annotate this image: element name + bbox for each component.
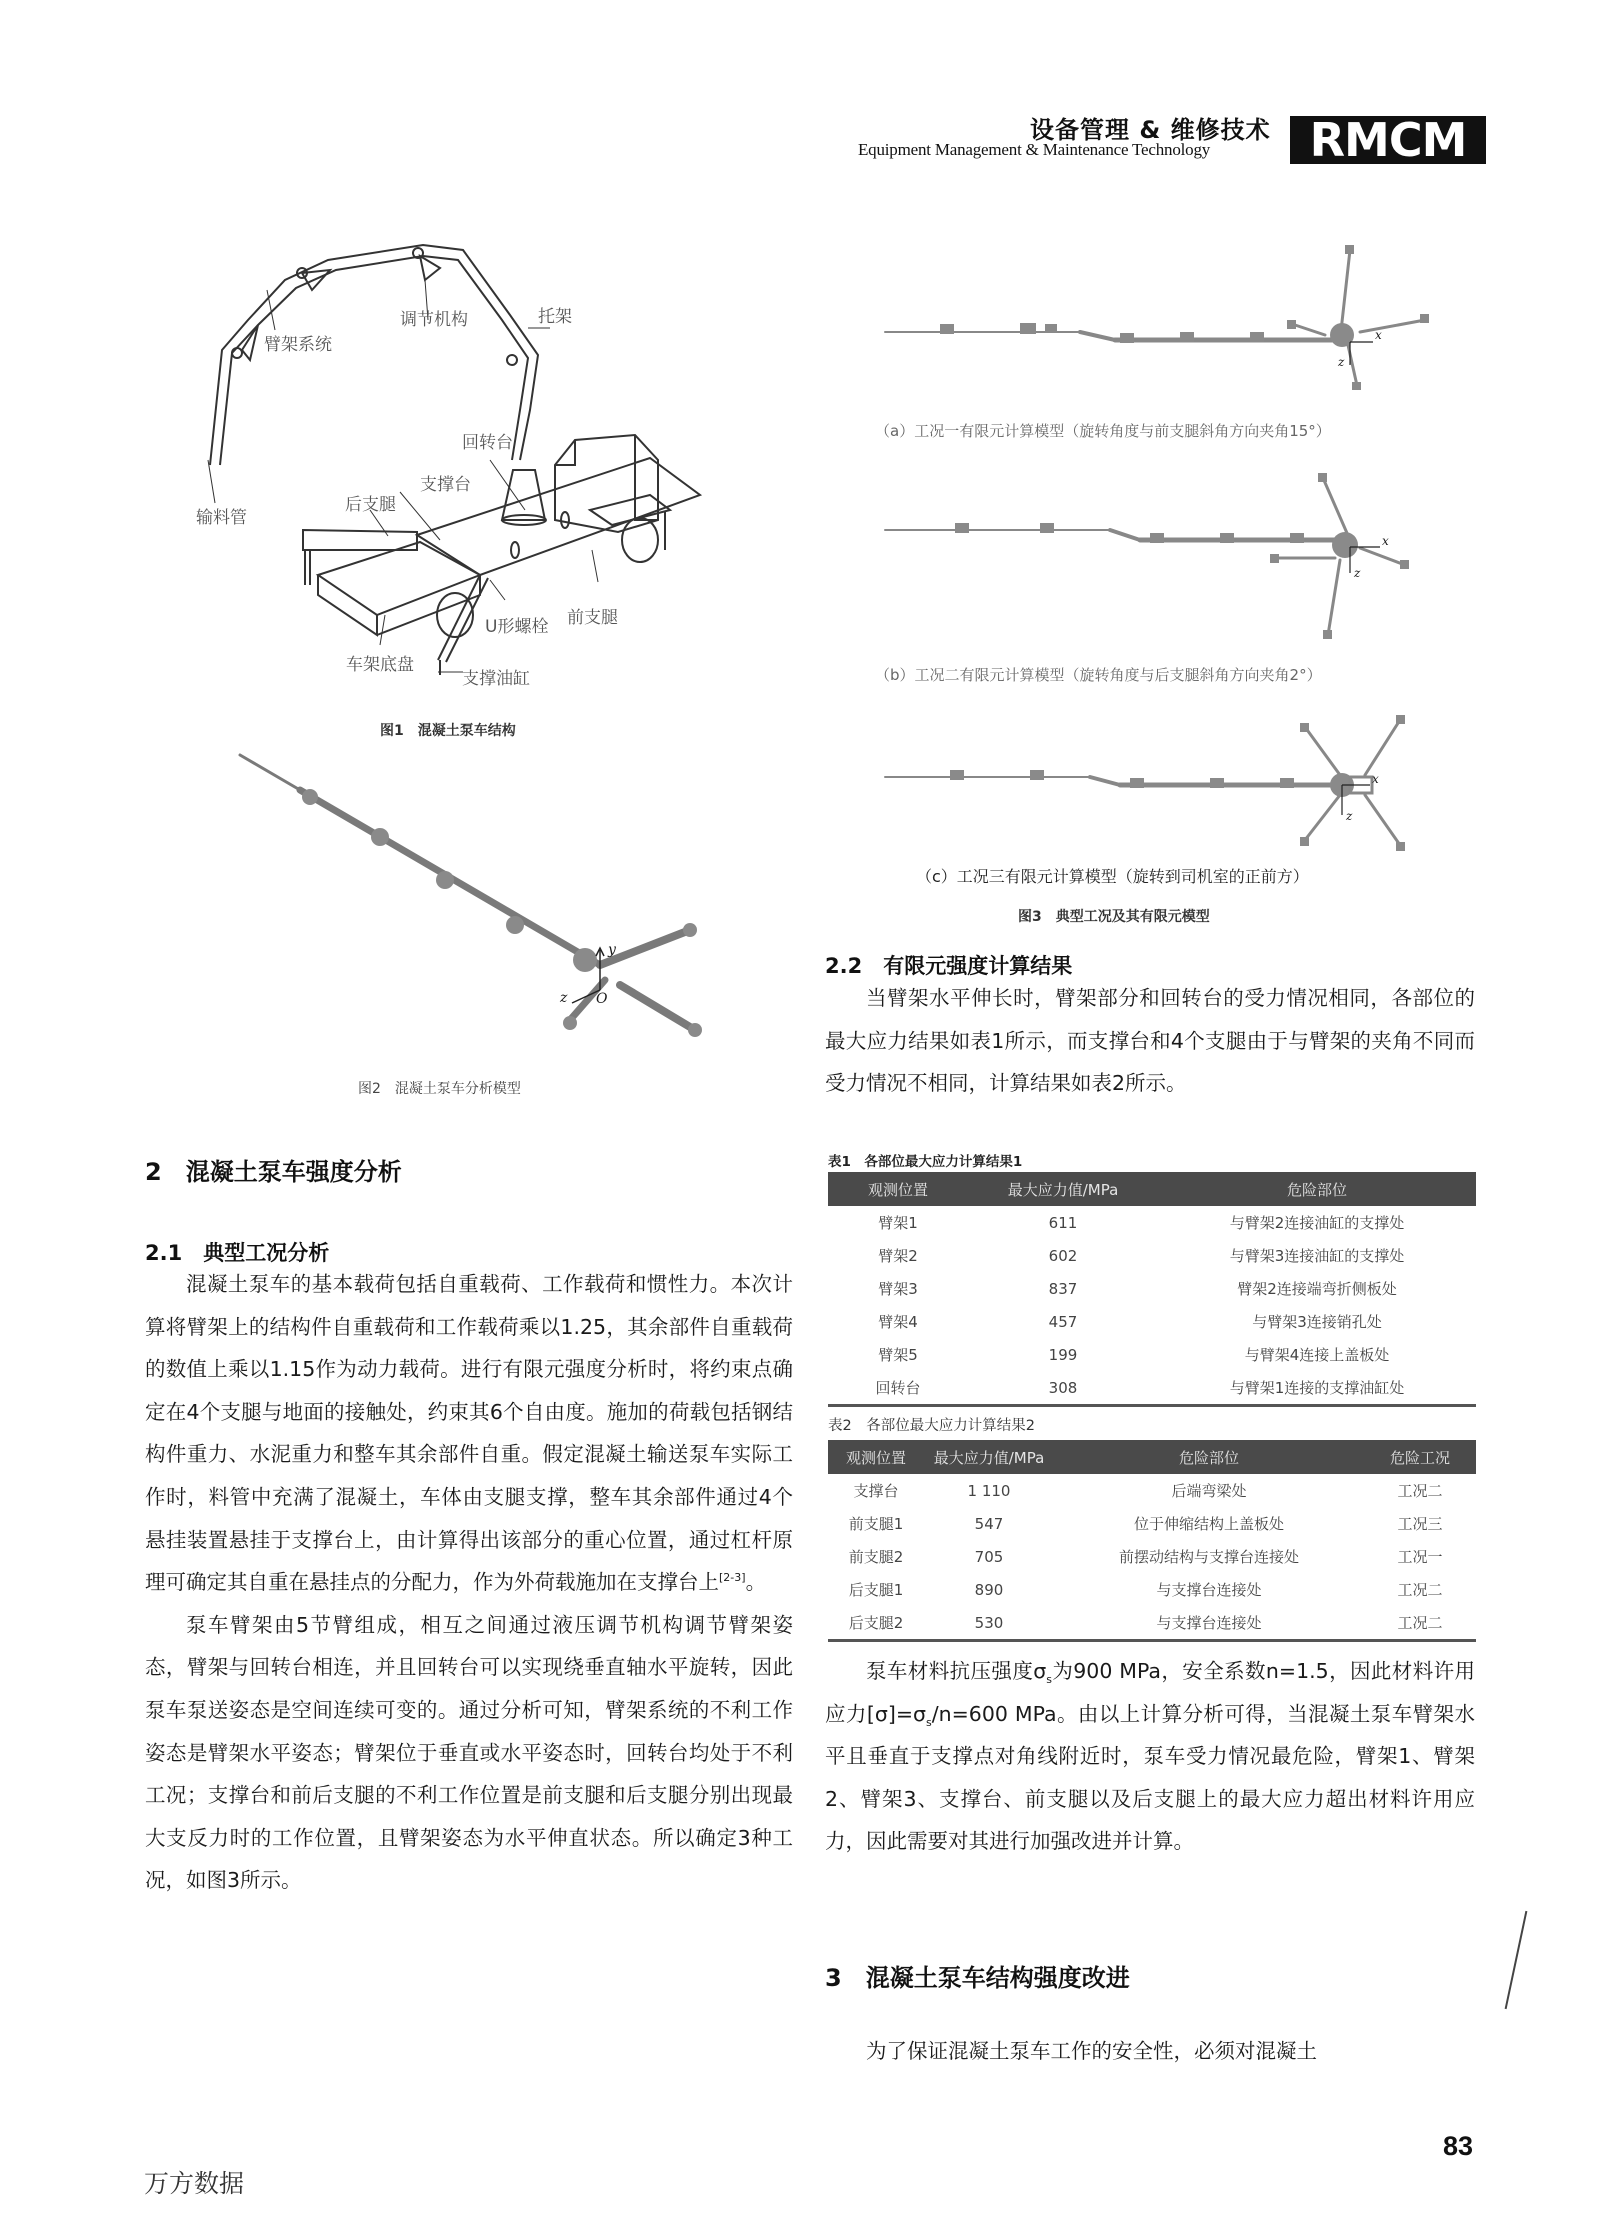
table-header-row bbox=[828, 1172, 1476, 1206]
paragraph-end: 。 bbox=[745, 1570, 767, 1595]
axis-y-label: y bbox=[608, 942, 616, 958]
column-header: 观测位置 bbox=[867, 1180, 928, 1199]
section-2-1-heading: 2.1 典型工况分析 bbox=[145, 1241, 330, 1265]
column-header: 最大应力值/MPa bbox=[933, 1448, 1045, 1467]
cell: 与臂架4连接上盖板处 bbox=[1244, 1346, 1390, 1364]
paragraph: 泵车臂架由5节臂组成，相互之间通过液压调节机构调节臂架姿态，臂架与回转台相连，并且回转台可以实现绕垂直轴水平旋转，因此泵车泵送姿态是空间连续可变的。通过分析可知，臂架系统的不利工作姿态是臂架水平姿态；臂架位于垂直或水平姿态时，回转台均处于不利工况；支撑台和前后支腿的不利工作位置是前支腿和后支腿分别出现最大支反力时的工作位置，且臂架姿态为水平伸直状态。所以确定3种工况，如图3所示。 bbox=[145, 1612, 793, 1893]
cell: 位于伸缩结构上盖板处 bbox=[1133, 1515, 1284, 1533]
label-rear-outrigger: 后支腿 bbox=[345, 495, 396, 515]
figure-3a-caption: （a）工况一有限元计算模型（旋转角度与前支腿斜角方向夹角15°） bbox=[875, 422, 1331, 440]
cell: 前摆动结构与支撑台连接处 bbox=[1118, 1548, 1299, 1566]
label-turntable: 回转台 bbox=[462, 433, 513, 453]
table-row bbox=[828, 1573, 1476, 1606]
cell: 工况三 bbox=[1397, 1515, 1443, 1533]
cell: 611 bbox=[1048, 1213, 1078, 1232]
column-header: 最大应力值/MPa bbox=[1007, 1180, 1119, 1199]
cell: 1 110 bbox=[967, 1481, 1011, 1500]
table-row bbox=[828, 1474, 1476, 1507]
table-row bbox=[828, 1338, 1476, 1371]
paragraph: 当臂架水平伸长时，臂架部分和回转台的受力情况相同，各部位的最大应力结果如表1所示，而支撑台和4个支腿由于与臂架的夹角不同而受力情况不相同，计算结果如表2所示。 bbox=[825, 986, 1475, 1096]
fig3c-axis-x: x bbox=[1372, 772, 1379, 786]
cell: 与臂架3连接销孔处 bbox=[1252, 1313, 1382, 1331]
cell: 457 bbox=[1048, 1312, 1078, 1331]
table-2-title: 表2 各部位最大应力计算结果2 bbox=[828, 1418, 1035, 1434]
table-row bbox=[828, 1371, 1476, 1406]
subscript: s bbox=[926, 1715, 932, 1729]
cell: 工况二 bbox=[1364, 1606, 1476, 1641]
page-number: 83 bbox=[1443, 2131, 1474, 2161]
subscript: s bbox=[1046, 1673, 1052, 1687]
paragraph-text: 为900 MPa，安全系数n=1.5，因此材料许用应力[σ]=σ bbox=[825, 1659, 1475, 1726]
cell: 前支腿1 bbox=[848, 1515, 904, 1533]
figure-3c-caption: （c）工况三有限元计算模型（旋转到司机室的正前方） bbox=[916, 867, 1309, 886]
table-row bbox=[828, 1206, 1476, 1239]
fe-model-a bbox=[880, 240, 1440, 390]
label-delivery-pipe: 输料管 bbox=[196, 508, 247, 528]
label-support-cylinder: 支撑油缸 bbox=[462, 669, 530, 689]
table-row bbox=[828, 1606, 1476, 1641]
figure-3-caption: 图3 典型工况及其有限元模型 bbox=[1018, 909, 1210, 925]
cell: 与支撑台连接处 bbox=[1156, 1581, 1262, 1599]
section-2-heading: 2 混凝土泵车强度分析 bbox=[145, 1158, 402, 1186]
cell: 890 bbox=[974, 1580, 1004, 1599]
journal-title-en: Equipment Management & Maintenance Technology bbox=[858, 140, 1211, 159]
fig3b-axis-z: z bbox=[1354, 566, 1361, 580]
cell: 705 bbox=[974, 1547, 1004, 1566]
label-chassis: 车架底盘 bbox=[346, 655, 414, 675]
cell: 工况二 bbox=[1397, 1581, 1443, 1599]
figure-3a bbox=[880, 240, 1440, 390]
figure-2-caption: 图2 混凝土泵车分析模型 bbox=[358, 1081, 521, 1097]
cell: 臂架2连接端弯折侧板处 bbox=[1237, 1280, 1397, 1298]
label-front-outrigger: 前支腿 bbox=[567, 608, 618, 628]
cell: 530 bbox=[924, 1606, 1054, 1641]
citation: [2-3] bbox=[719, 1571, 746, 1585]
label-adjusting-mechanism: 调节机构 bbox=[400, 310, 468, 330]
fig3c-axis-z: z bbox=[1346, 809, 1353, 823]
table-1 bbox=[828, 1172, 1476, 1407]
figure-3b bbox=[880, 470, 1440, 640]
table-row bbox=[828, 1239, 1476, 1272]
paragraph-text: 泵车材料抗压强度σ bbox=[866, 1659, 1047, 1683]
paragraph bbox=[825, 1650, 1475, 1863]
table-header-row bbox=[828, 1440, 1476, 1474]
fe-model-c bbox=[880, 715, 1440, 855]
cell: 199 bbox=[1048, 1345, 1078, 1364]
label-boom-system: 臂架系统 bbox=[264, 335, 332, 355]
scan-mark bbox=[1505, 1911, 1528, 2009]
cell: 与支撑台连接处 bbox=[1054, 1606, 1364, 1641]
axis-z-label: z bbox=[560, 990, 568, 1006]
cell: 臂架5 bbox=[878, 1346, 918, 1364]
table-1-title: 表1 各部位最大应力计算结果1 bbox=[828, 1154, 1023, 1170]
paragraph: 为了保证混凝土泵车工作的安全性，必须对混凝土 bbox=[866, 2039, 1317, 2063]
table-row bbox=[828, 1305, 1476, 1338]
table-row bbox=[828, 1272, 1476, 1305]
cell: 与臂架3连接油缸的支撑处 bbox=[1229, 1247, 1405, 1265]
label-bracket: 托架 bbox=[538, 307, 572, 327]
fig3b-axis-x: x bbox=[1382, 534, 1389, 548]
journal-title-cn: 设备管理 & 维修技术 bbox=[1030, 116, 1271, 144]
cell: 837 bbox=[1048, 1279, 1078, 1298]
allowable-stress-paragraph bbox=[825, 1650, 1475, 1863]
cell: 547 bbox=[974, 1514, 1004, 1533]
section-3-body bbox=[825, 2030, 1475, 2073]
figure-2 bbox=[230, 745, 730, 1065]
axis-origin-label: O bbox=[596, 991, 608, 1007]
cell: 工况二 bbox=[1397, 1482, 1443, 1500]
cell: 后支腿2 bbox=[828, 1606, 924, 1641]
paragraph-text: /n=600 MPa。由以上计算分析可得，当混凝土泵车臂架水平且垂直于支撑点对角线附近时，泵车受力情况最危险，臂架1、臂架2、臂架3、支撑台、前支腿以及后支腿上的最大应力超出材料许用应力，因此需要对其进行加强改进并计算。 bbox=[825, 1701, 1475, 1854]
column-header: 观测位置 bbox=[845, 1448, 906, 1467]
section-2-2-body bbox=[825, 977, 1475, 1105]
fig3a-axis-x: x bbox=[1375, 328, 1382, 342]
cell: 工况一 bbox=[1397, 1548, 1443, 1566]
fig3a-axis-z: z bbox=[1338, 355, 1345, 369]
paragraph-text: 混凝土泵车的基本载荷包括自重载荷、工作载荷和惯性力。本次计算将臂架上的结构件自重载荷和工作载荷乘以1.25，其余部件自重载荷的数值上乘以1.15作为动力载荷。进行有限元强度分析时，将约束点确定在4个支腿与地面的接触处，约束其6个自由度。施加的荷载包括钢结构件重力、水泥重力和整车其余部件自重。假定混凝土输送泵车实际工作时，料管中充满了混凝土，车体由支腿支撑，整车其余部件通过4个悬挂装置悬挂于支撑台上，由计算得出该部分的重心位置，通过杠杆原理可确定其自重在悬挂点的分配力，作为外荷载施加在支撑台上 bbox=[145, 1272, 793, 1595]
cell: 臂架1 bbox=[878, 1214, 918, 1232]
cell: 臂架3 bbox=[878, 1280, 918, 1298]
column-header: 危险工况 bbox=[1389, 1448, 1450, 1467]
table-row bbox=[828, 1507, 1476, 1540]
figure-3c bbox=[880, 715, 1440, 855]
cell: 后支腿1 bbox=[848, 1581, 904, 1599]
journal-logo: RMCM bbox=[1290, 116, 1486, 164]
table-2 bbox=[828, 1440, 1476, 1642]
paragraph bbox=[145, 1263, 793, 1604]
cell: 臂架4 bbox=[878, 1313, 918, 1331]
cell: 前支腿2 bbox=[848, 1548, 904, 1566]
column-header: 危险部位 bbox=[1286, 1180, 1347, 1199]
cell: 回转台 bbox=[828, 1371, 968, 1406]
cell: 支撑台 bbox=[853, 1482, 899, 1500]
figure-1-caption: 图1 混凝土泵车结构 bbox=[380, 723, 516, 739]
section-2-1-body bbox=[145, 1263, 793, 1902]
figure-1 bbox=[180, 220, 780, 740]
analysis-model-render bbox=[230, 745, 730, 1065]
cell: 与臂架2连接油缸的支撑处 bbox=[1229, 1214, 1405, 1232]
column-header: 危险部位 bbox=[1178, 1448, 1239, 1467]
cell: 308 bbox=[968, 1371, 1158, 1406]
figure-3b-caption: （b）工况二有限元计算模型（旋转角度与后支腿斜角方向夹角2°） bbox=[875, 666, 1322, 684]
fe-model-b bbox=[880, 470, 1440, 640]
cell: 与臂架1连接的支撑油缸处 bbox=[1158, 1371, 1476, 1406]
cell: 臂架2 bbox=[878, 1247, 918, 1265]
label-u-bolt: U形螺栓 bbox=[485, 617, 549, 637]
source-watermark: 万方数据 bbox=[144, 2169, 245, 2198]
label-support-platform: 支撑台 bbox=[420, 475, 471, 495]
section-3-heading: 3 混凝土泵车结构强度改进 bbox=[825, 1964, 1130, 1992]
section-2-2-heading: 2.2 有限元强度计算结果 bbox=[825, 954, 1073, 978]
table-row bbox=[828, 1540, 1476, 1573]
cell: 602 bbox=[1048, 1246, 1078, 1265]
cell: 后端弯梁处 bbox=[1171, 1482, 1247, 1500]
pump-truck-structure-drawing bbox=[180, 220, 780, 740]
